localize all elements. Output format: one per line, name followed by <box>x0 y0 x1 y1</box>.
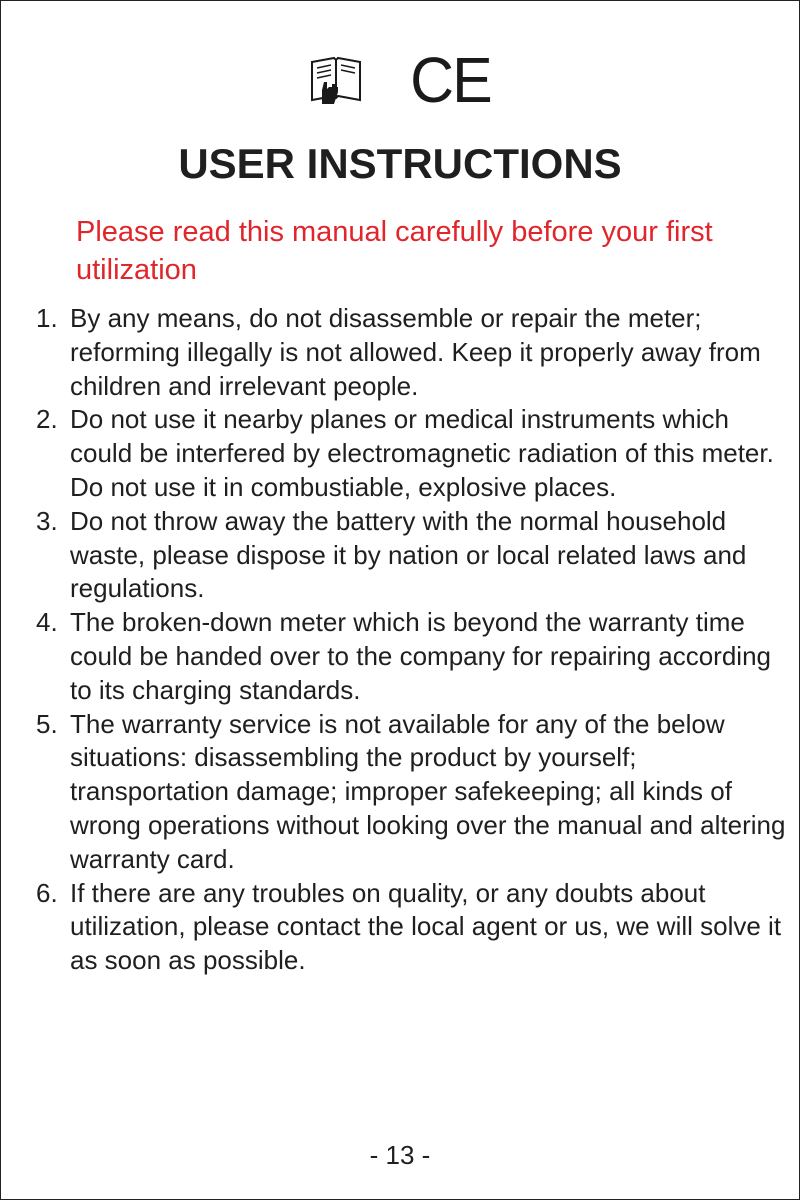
item-number: 1. <box>36 303 58 333</box>
list-item <box>36 302 786 403</box>
read-manual-icon <box>308 54 364 106</box>
item-number: 2. <box>36 404 58 435</box>
list-item <box>36 708 786 877</box>
page-title: USER INSTRUCTIONS <box>178 140 622 187</box>
item-text: Do not use it nearby planes or medical instruments which could be interfered by electromagnetic radiation of this meter. Do not use it in combustiable, explosive places. <box>70 404 774 502</box>
list-item <box>36 403 786 504</box>
item-text: By any means, do not disassemble or repair the meter; reforming illegally is not allowed. Keep it properly away from children and irrelevant people. <box>70 303 761 401</box>
item-text: If there are any troubles on quality, or any doubts about utilization, please contact the local agent or us, we will solve it as soon as possible. <box>70 877 782 976</box>
item-number: 5. <box>36 708 58 739</box>
page-number: - 13 - <box>369 1140 431 1170</box>
warning-notice: Please read this manual carefully before your first utilization <box>76 216 713 286</box>
item-number: 3. <box>36 505 58 536</box>
item-text: The broken-down meter which is beyond the warranty time could be handed over to the company for repairing according to its charging standards. <box>70 607 771 705</box>
list-item <box>36 505 786 606</box>
list-item <box>36 606 786 707</box>
item-number: 4. <box>36 607 58 638</box>
header-symbols <box>0 44 800 116</box>
list-item <box>36 877 786 978</box>
item-number: 6. <box>36 877 58 908</box>
instructions-list <box>36 302 786 978</box>
item-text: The warranty service is not available for any of the below situations: disassembling the product by yourself; transportation damage; improper safekeeping; all kinds of wrong operations without looking over the manual and altering warranty card. <box>70 708 786 874</box>
item-text: Do not throw away the battery with the normal household waste, please dispose it by nation or local related laws and regulations. <box>70 505 747 604</box>
ce-mark-icon: CE <box>409 44 491 116</box>
